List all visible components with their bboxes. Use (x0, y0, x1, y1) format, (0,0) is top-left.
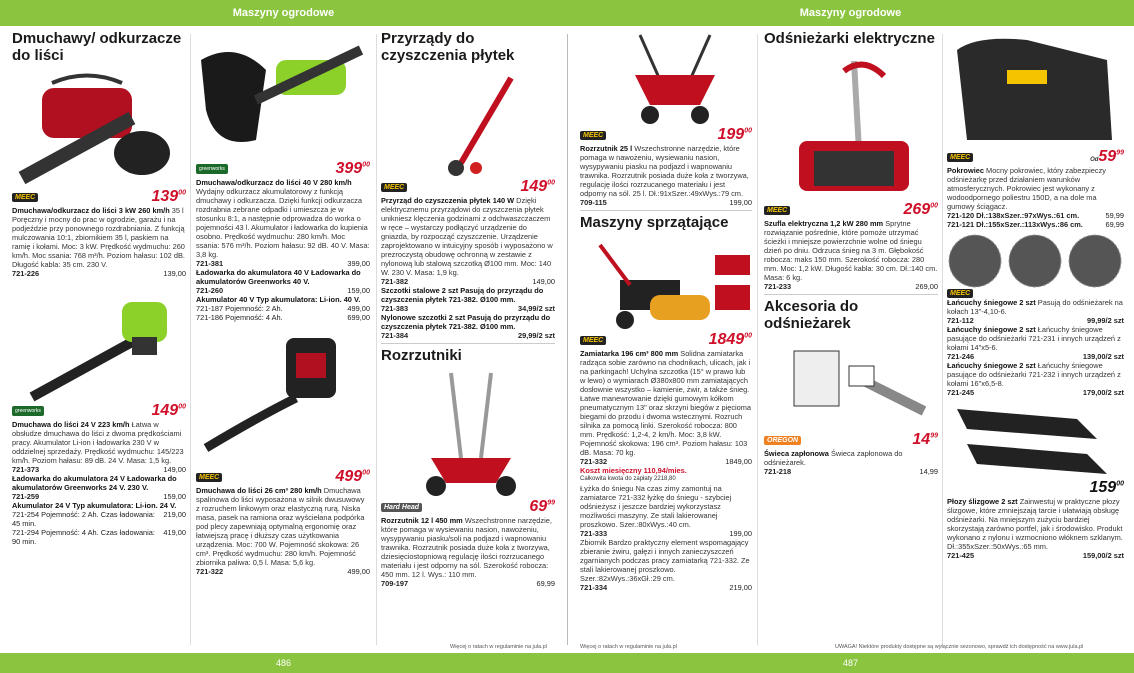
footer-note-right: UWAGA! Niektóre produkty dostępne są wyłącznie sezonowo, sprawdź ich dostępność na www.jula.pl (835, 644, 1084, 650)
footer-note-mid: Więcej o ratach w regulaminie na jula.pl (580, 644, 677, 650)
product-name: Pokrowiec (947, 166, 984, 175)
price-row: 721-259 159,00 (12, 492, 186, 501)
footer-right (567, 653, 1134, 673)
product-desc: Mocny pokrowiec, który zabezpieczy odśnieżarkę przed działaniem warunków atmosferycznych. Pokrowiec jest wykonany z wodoodpornego poliestru 150D, a na dole ma gumowy ściągacz. (947, 166, 1106, 211)
price-row: 721-294 Pojemność: 4 Ah. Czas ładowania: 90 min. 419,00 (12, 528, 186, 546)
accessory: Łyżka do śniegu Na czas zimy zamontuj na zamiatarce 721-332 łyżkę do śniegu - szybciej odśnieżysz i jeszcze bardziej wykorzystasz możliwości maszyny. Ze stali lakierowanej proszkowo. Szer.:80xWys.:40 cm. (580, 484, 732, 529)
product-desc: Sprytne rozwiązanie pośrednie, które pomoże utrzymać ścieżki i mniejsze powierzchnie wolne od śniegu dzień po dniu. Odrzuca śnieg na 3 m. Głębokość robocza: maks 150 mm. Szerokość robocza: 280 mm. Moc: 1,2 kW. Długość kabla: 30 cm. Dł.:140 cm. Masa: 6 kg. (764, 219, 938, 282)
price: $199^{00}$ (717, 126, 752, 143)
column-4 (580, 30, 752, 592)
meec-logo: MEEC (12, 193, 38, 202)
price-row: 721-226 139,00 (12, 269, 186, 278)
column-1 (12, 30, 186, 546)
price-row: 721-120 Dł.:138xSzer.:97xWys.:61 cm. 59,99 (947, 211, 1124, 220)
product-name: Dmuchawa do liści 24 V 223 km/h (12, 420, 130, 429)
product-desc: Wszechstronne narzędzie, które pomaga w wysiewaniu nasion, nawożeniu, wysypywaniu piasku/soli na podjazd i wapnowaniu trawnika. Rozrzutnik posiada duże koła z tworzywa, dziesięciostopniową regulację ilości rozrzucanego materiału i jest odporny na sól. Szerokość robocza: 450 mm. 12 l. Wys.: 110 mm. (381, 516, 552, 579)
header-right: Maszyny ogrodowe (567, 0, 1134, 26)
price-row: 721-383 34,99/2 szt (381, 304, 555, 313)
page-number: 486 (275, 658, 292, 668)
price-row: 721-381 399,00 (196, 259, 370, 268)
column-2 (196, 30, 370, 576)
product-name: Dmuchawa/odkurzacz do liści 40 V 280 km/h (196, 178, 352, 187)
accessory: Ładowarka do akumulatora 24 V Ładowarka do akumulatorów Greenworks 24 V. 230 V. (12, 474, 177, 492)
price-row: 709-115 199,00 (580, 198, 752, 207)
price-row: 721-187 Pojemność: 2 Ah. 499,00 (196, 304, 370, 313)
spreader-image (381, 368, 555, 498)
chain-name: Łańcuchy śniegowe 2 szt (947, 361, 1036, 370)
petrol-blower-image (196, 328, 370, 468)
product-desc: Zainwestuj w praktyczne płozy ślizgowe, które zmniejszają tarcie i ułatwiają obsługę odśnieżarki. Na mniejszym zużyciu bardziej skorzystają zarówno portfel, jak i środowisko. Produkt wykonano z nylonu i wzmocniono włóknem szklanym. Dł.:355xSzer.:50xWys.:65 mm. (947, 497, 1123, 551)
footer-note-left: Więcej o ratach w regulaminie na jula.pl (450, 644, 547, 650)
price-row: 709-197 69,99 (381, 579, 555, 588)
product-desc: Łatwa w obsłudze dmuchawa do liści z dwoma prędkościami pracy. Akumulator Li-ion i ładowarka 230 V w oddzielnej sprzedaży. Prędkość wydmuchu: 145/223 km/h. Poziom hałasu: 89 dB. 24 V. Masa: 1,5 kg. (12, 420, 184, 465)
accessory: Ładowarka do akumulatora 40 V Ładowarka do akumulatorów Greenworks 40 V. (196, 268, 361, 286)
greenworks-logo: greenworks (12, 406, 44, 416)
oregon-logo: OREGON (764, 436, 801, 445)
column-3 (381, 30, 555, 588)
meec-logo: MEEC (580, 131, 606, 140)
price-row: 721-425 159,00/2 szt (947, 551, 1124, 560)
product-desc: Solidna zamiatarka radząca sobie zarówno na chodnikach, ulicach, jak i na parkingach! Uchylna szczotka (15° w prawo lub w lewo) o wymiarach Ø380x800 mm zamiatających dosłownie wszystko – kamienie, żwir, a także śnieg. Łatwe manewrowanie dzięki gumowym kółkom pneumatycznym 13" oraz skrzyni biegów z pięcioma biegami do przodu i dwoma wstecznymi. Rozruch silnika za pomocą linki. Szerokość robocza: 800 mm. Prędkość: 1,2-4, 2 km/h. Moc: 3,8 kW. Pojemność skokowa: 196 cm³. Poziom hałasu: 103 dB. Masa: 70 kg. (580, 349, 752, 457)
price: $139^{00}$ (151, 188, 186, 205)
price-row: 721-246 139,00/2 szt (947, 352, 1124, 361)
meec-logo: MEEC (947, 153, 973, 162)
sweeper-image (580, 235, 752, 331)
header-left: Maszyny ogrodowe (0, 0, 567, 26)
product-name: Dmuchawa do liści 26 cm³ 280 km/h (196, 486, 322, 495)
price: 1849$^{00}$ (708, 331, 752, 348)
price-row: 721-334 219,00 (580, 583, 752, 592)
greenworks-logo: greenworks (196, 164, 228, 174)
price: $399^{00}$ (335, 160, 370, 177)
footer-left (0, 653, 567, 673)
section-title: Maszyny sprzątające (580, 214, 729, 231)
price-row: 721-382 149,00 (381, 277, 555, 286)
product-name: Świeca zapłonowa (764, 449, 829, 458)
product-desc: 35 l Poręczny i mocny do prac w ogrodzie, garażu i na podjeździe przy ponownego rozdrabniania. Z funkcją mulczowania 10:1, zbiornikiem 35 l, paskiem na ramię i kołami. Moc: 3 kW. Prędkość wydmuchu: 260 km/h. Moc ssania: 768 m³/h. Poziom hałasu: 102 dB. Długość kabla: 35 cm. 230 V. (12, 206, 185, 269)
price: $149^{00}$ (520, 178, 555, 195)
meec-logo: MEEC (764, 206, 790, 215)
price-row: 721-245 179,00/2 szt (947, 388, 1124, 397)
product-name: Przyrząd do czyszczenia płytek 140 W (381, 196, 515, 205)
price: $14^{99}$ (912, 431, 938, 448)
section-title: Akcesoria do odśnieżarek (764, 298, 859, 332)
accessory: Nylonowe szczotki 2 szt Pasują do przyrządu do czyszczenia płytek 721-382. Ø100 mm. (381, 313, 551, 331)
price: $69^{99}$ (529, 498, 555, 515)
snow-shovel-image (764, 51, 938, 201)
price: $149^{00}$ (151, 402, 186, 419)
price-row: 721-218 14,99 (764, 467, 938, 476)
price: $159^{00}$ (1089, 479, 1124, 496)
product-desc: Wszechstronne narzędzie, które pomaga w nawożeniu, wysiewaniu nasion, wysypywaniu piasku na podjazd i wapnowaniu trawnika. Rozrzutnik posiada duże koła z tworzywa, regulację ilości rozrzucanego materiału i jest odporny na sól. 25 l. Dł.:91xSzer.:49xWys.:79 cm. (580, 144, 749, 198)
blower-vacuum-image (196, 30, 370, 160)
section-title: Dmuchawy/ odkurzacze do liści (12, 30, 182, 64)
product-name: Zamiatarka 196 cm³ 800 mm (580, 349, 679, 358)
monthly-note: Całkowita kwota do zapłaty 2218,80 (580, 476, 676, 482)
price-row: 721-260 159,00 (196, 286, 370, 295)
chain-desc: Łańcuchy śniegowe pasujące do odśnieżarki 721-231 i innych urządzeń z kołami 14"x5-6. (947, 325, 1121, 352)
product-desc: Wydajny odkurzacz akumulatorowy z funkcją dmuchawy i odkurzacza. Dzięki funkcji odkurzacza rozdrabnia zebrane odpadki i umieszcza je w stosunku 8:1, a następnie odprowadza do worka o pojemności 43 l. Akumulator i ładowarka do kupienia osobno. Prędkość wydmuchu: 280 km/h. Moc ssania: 576 m³/h. Poziom hałasu: 92 dB. 40 V. Masa: 3,8 kg. (196, 187, 370, 259)
product-desc: Świeca zapłonowa do odśnieżarek. (764, 449, 903, 467)
price-row: 721-233 269,00 (764, 282, 938, 291)
cover-image (947, 30, 1124, 148)
broadcast-spreader-image (580, 30, 752, 126)
tile-cleaner-image (381, 68, 555, 178)
chain-desc: Pasują do odśnieżarek na kołach 13"-4,10-6. (947, 298, 1123, 316)
section-title: Odśnieżarki elektryczne (764, 30, 935, 47)
meec-logo: MEEC (381, 183, 407, 192)
meec-logo: MEEC (580, 336, 606, 345)
column-6 (947, 30, 1124, 560)
price: $Od59^{99}$ (1090, 148, 1124, 165)
product-desc: Dzięki elektrycznemu przyrządowi do czyszczenia płytek unikniesz klęczenia godzinami z odchwaszczaczem w ręce – wystarczy podłączyć urządzenie do gniazda, by rozpocząć czyszczenie. Urządzenie zaprojektowano w intuicyjny sposób i wyposażono w prezroczystą obudowę ochronną w zestawie z nylonową lub stalową szczotką Ø100 mm. Moc: 140 W. 230 V. Masa: 1,9 kg. (381, 196, 553, 277)
spark-plug-image (764, 336, 938, 431)
accessory: Zbiornik Bardzo praktyczny element wspomagający zbieranie żwiru, gałęzi i innych zanieczyszczeń zgarnianych podczas pracy zamiatarką 721-332. Ze stali lakierowanej proszkowo. Szer.:82xWys.:36xGł.:29 cm. (580, 538, 750, 583)
price-row: 721-112 99,99/2 szt (947, 316, 1124, 325)
skid-shoes-image (947, 399, 1124, 479)
price: $499^{00}$ (335, 468, 370, 485)
section-title: Przyrządy do czyszczenia płytek (381, 30, 515, 64)
chain-desc: Łańcuchy śniegowe pasujące do odśnieżarki 721-232 i innych urządzeń z kołami 16"x6,5-8. (947, 361, 1121, 388)
price-row: 721-384 29,99/2 szt (381, 331, 555, 340)
accessory: Akumulator 40 V Typ akumulatora: Li-ion. 40 V. (196, 295, 361, 304)
cordless-blower-image (12, 282, 186, 402)
price-row: 721-333 199,00 (580, 529, 752, 538)
monthly-cost: Koszt miesięczny 110,94/mies. (580, 466, 687, 475)
accessory: Szczotki stalowe 2 szt Pasują do przyrządu do czyszczenia płytek 721-382. Ø100 mm. (381, 286, 544, 304)
product-name: Dmuchawa/odkurzacz do liści 3 kW 260 km/h (12, 206, 170, 215)
price-row: 721-373 149,00 (12, 465, 186, 474)
product-name: Szufla elektryczna 1,2 kW 280 mm (764, 219, 884, 228)
hardhead-logo: Hard Head (381, 503, 422, 512)
leaf-blower-image (12, 68, 186, 188)
product-name: Płozy ślizgowe 2 szt (947, 497, 1018, 506)
meec-logo: MEEC (196, 473, 222, 482)
chain-name: Łańcuchy śniegowe 2 szt (947, 325, 1036, 334)
price-row: 721-121 Dł.:155xSzer.:113xWys.:86 cm. 69,99 (947, 220, 1124, 229)
price-row: 721-186 Pojemność: 4 Ah. 699,00 (196, 313, 370, 322)
price-row: 721-254 Pojemność: 2 Ah. Czas ładowania: 45 min. 219,00 (12, 510, 186, 528)
product-name: Rozrzutnik 12 l 450 mm (381, 516, 463, 525)
accessory: Akumulator 24 V Typ akumulatora: Li-ion. 24 V. (12, 501, 177, 510)
page-number: 487 (842, 658, 859, 668)
section-title: Rozrzutniki (381, 347, 462, 364)
meec-logo: MEEC (947, 289, 973, 298)
chain-name: Łańcuchy śniegowe 2 szt (947, 298, 1036, 307)
column-5 (764, 30, 938, 476)
price-row: 721-332 1849,00 (580, 457, 752, 466)
product-name: Rozrzutnik 25 l (580, 144, 633, 153)
price: $269^{00}$ (903, 201, 938, 218)
price-row: 721-322 499,00 (196, 567, 370, 576)
snow-chains-image (947, 233, 1124, 289)
product-desc: Dmuchawa spalinowa do liści wyposażona w silnik dwusuwowy z rozruchem linkowym oraz elastyczną rurą. Niska masa, pasek na ramiona oraz wyściełana podpórka pod plecy zapewniają optymalną ergonomię oraz łatwiejszą pracę i dłuższy czas użytkowania urządzenia. Moc: 700 W. Pojemność skokowa: 26 cm³. Prędkość wydmuchu: 280 km/h. Pojemność zbiornika paliwa: 0,5 l. Masa: 5,6 kg. (196, 486, 365, 567)
